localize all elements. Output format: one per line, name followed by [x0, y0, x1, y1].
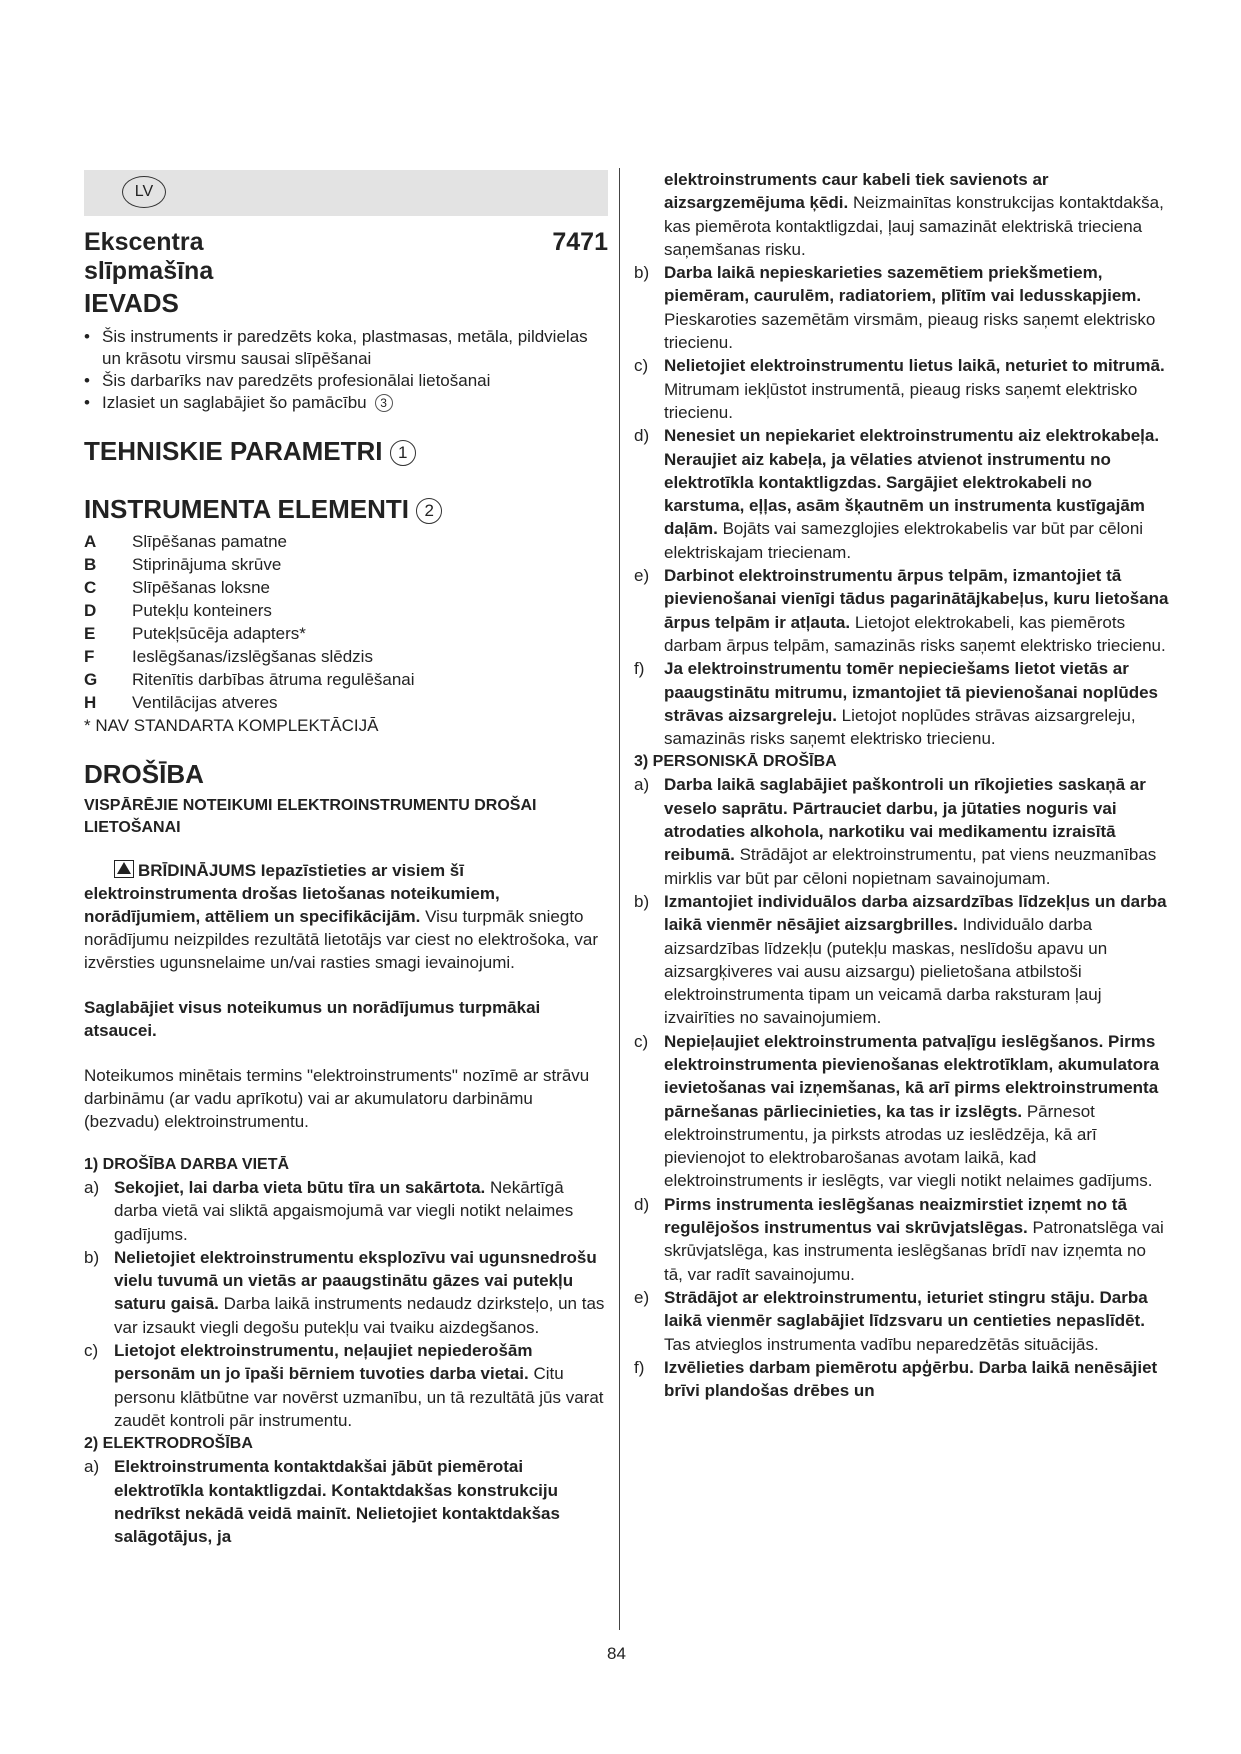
safety-subheading: VISPĀRĒJIE NOTEIKUMI ELEKTROINSTRUMENTU DROŠAI LIETOŠANAI	[84, 797, 537, 836]
part-key: A	[84, 532, 97, 551]
rule-label: d)	[634, 1194, 650, 1214]
rule-item	[634, 773, 1169, 889]
product-title-line2: slīpmašīna	[84, 257, 214, 285]
rule-text: Bojāts vai samezglojies elektrokabelis var būt par cēloni elektriskajam triecienam.	[664, 519, 1144, 562]
elements-heading	[84, 494, 608, 524]
term-definition: Noteikumos minētais termins "elektroinstruments" nozīmē ar strāvu darbināmu (ar vadu aprīkotu) vai ar akumulatoru darbināmu (bezvadu) elektroinstrumentu.	[84, 1066, 590, 1131]
parts-note: * NAV STANDARTA KOMPLEKTĀCIJĀ	[84, 716, 379, 735]
rule-text: Pieskaroties sazemētām virsmām, pieaug risks saņemt elektrisko triecienu.	[664, 309, 1156, 353]
part-row	[84, 668, 415, 691]
rule-text: Strādājot ar elektroinstrumentu, pat viens neuzmanības mirklis var būt par cēloni nopietnam savainojumam.	[664, 845, 1157, 888]
part-name: Slīpēšanas loksne	[132, 578, 270, 597]
rule-item	[84, 1455, 608, 1548]
rule-bold: Nelietojiet elektroinstrumentu eksplozīvu vai ugunsnedrošu vielu tuvumā un vietās ar paaugstinātu gāzes vai putekļu saturu gaisā.	[114, 1247, 597, 1314]
rule-text: Neizmainītas konstrukcijas kontaktdakša, kas piemērota kontaktligzdai, ļauj samazināt elektriskā trieciena saņemšanas risku.	[664, 193, 1164, 259]
rule-bold: Izvēlieties darbam piemērotu apģērbu. Darba laikā nenēsājiet brīvi plandošas drēbes un	[664, 1357, 1158, 1401]
part-key: E	[84, 624, 96, 643]
part-row	[84, 691, 415, 714]
rule-label: a)	[634, 775, 650, 795]
rule-text: Pārnesot elektroinstrumentu, ja pirksts atrodas uz ieslēdzēja, kā arī pievienojot to elektrobarošanas avotam laikā, kad elektroinstruments ir ieslēgts, var viegli notikt nelaimes gadījums.	[664, 1101, 1153, 1191]
right-column	[634, 168, 1169, 1402]
column-divider	[619, 168, 620, 1630]
part-key: C	[84, 578, 97, 597]
rule-item	[84, 1339, 608, 1432]
rule-label: e)	[634, 566, 650, 586]
rule-label: e)	[634, 1287, 650, 1307]
rule-bold: Elektroinstrumenta kontaktdakšai jābūt piemērotai elektrotīkla kontaktligzdai. Kontaktdakšas konstrukciju nedrīkst nekādā veidā mainīt. Nelietojiet kontaktdakšas salāgotājus, ja	[114, 1457, 560, 1547]
rule-text: Darba laikā instruments nedaudz dzirksteļo, un tas var izsaukt viegli degošu putekļu vai tvaiku aizdegšanos.	[114, 1294, 605, 1337]
rule-label: c)	[634, 1031, 649, 1051]
rule-bold: Ja elektroinstrumentu tomēr nepieciešams lietot vietās ar paaugstinātu mitrumu, izmantojiet tā pievienošanai noplūdes strāvas aizsargreleju.	[664, 659, 1159, 725]
part-row	[84, 530, 415, 553]
rule-bold: Nelietojiet elektroinstrumentu lietus laikā, neturiet to mitrumā.	[664, 356, 1165, 376]
rule-label: a)	[84, 1457, 100, 1477]
intro-list	[84, 326, 608, 414]
rule-text: Individuālo darba aizsardzības līdzekļu (putekļu maskas, neslīdošu apavu un aizsargķiveres vai ausu aizsargu) pielietošana atbilstoši elektroinstrumenta tipam un veicamā darba raksturam ļauj izvairīties no savainojumiem.	[664, 915, 1108, 1028]
rule-item	[634, 1286, 1169, 1356]
rule-label: d)	[634, 426, 650, 446]
rule-text: Nekārtīgā darba vietā vai sliktā apgaismojumā var viegli notikt nelaimes gadījums.	[114, 1178, 574, 1244]
part-row	[84, 599, 415, 622]
rule-item	[634, 564, 1169, 657]
part-name: Ventilācijas atveres	[132, 693, 278, 712]
rule-bold: Nepieļaujiet elektroinstrumenta patvaļīgu ieslēgšanos. Pirms elektroinstrumenta pievienošanas elektrotīklam, akumulatora ievietošanas vai izņemšanas, kā arī pirms elektroinstrumenta pārnešanas pārliecinieties, ka tas ir izslēgts.	[664, 1031, 1160, 1121]
title-row	[84, 228, 608, 286]
part-key: G	[84, 670, 98, 689]
warning-bold: BRĪDINĀJUMS Iepazīstieties ar visiem šī elektroinstrumenta drošas lietošanas noteikumiem, norādījumiem, attēliem un specifikācijām.	[84, 861, 500, 926]
intro-heading: IEVADS	[84, 288, 179, 318]
language-badge: LV	[122, 176, 166, 208]
part-name: Putekļsūcēja adapters*	[132, 624, 306, 643]
rule-bold: Darbinot elektroinstrumentu ārpus telpām, izmantojiet tā pievienošanai vienīgi tādus pagarinātājkabeļus, kuru lietošana ārpus telpām ir atļauta.	[664, 566, 1169, 632]
part-name: Ritenītis darbības ātruma regulēšanai	[132, 670, 415, 689]
figure-ref-2: 2	[416, 498, 442, 524]
part-key: H	[84, 693, 97, 712]
warning-text: Visu turpmāk sniegto norādījumu neizpildes rezultātā lietotājs var ciest no elektrošoka, var izvērsties ugunsnelaime un/vai rasties smagi ievainojumi.	[84, 907, 599, 972]
rule-label: b)	[634, 263, 650, 283]
rule-label: b)	[634, 891, 650, 911]
rule-item	[634, 1356, 1169, 1403]
safety-heading: DROŠĪBA	[84, 759, 204, 789]
section-3-title: 3) PERSONISKĀ DROŠĪBA	[634, 753, 837, 771]
model-number: 7471	[552, 228, 608, 256]
part-key: D	[84, 601, 97, 620]
warning-icon	[114, 860, 134, 878]
part-name: Putekļu konteiners	[132, 601, 272, 620]
elements-heading-text: INSTRUMENTA ELEMENTI	[84, 494, 409, 524]
rule-label: b)	[84, 1247, 100, 1267]
product-title-line1: Ekscentra	[84, 228, 204, 256]
figure-ref-1: 1	[390, 440, 416, 466]
rule-item	[634, 354, 1169, 424]
rule-text: Mitrumam iekļūstot instrumentā, pieaug risks saņemt elektrisko triecienu.	[664, 379, 1138, 422]
intro-bullet	[84, 392, 608, 414]
rule-bold: Pirms instrumenta ieslēgšanas neaizmirstiet izņemt no tā regulējošos instrumentus vai skrūvjatslēgas.	[664, 1194, 1127, 1238]
page-number: 84	[607, 1644, 626, 1663]
rule-item	[634, 890, 1169, 1030]
rule-bold: Lietojot elektroinstrumentu, neļaujiet nepiederošām personām un jo īpaši bērniem tuvoties darba vietai.	[114, 1341, 533, 1384]
rule-item	[634, 1193, 1169, 1286]
language-bar	[84, 170, 608, 216]
product-title	[84, 228, 608, 286]
rule-label: a)	[84, 1178, 100, 1197]
figure-ref-3: 3	[375, 394, 393, 412]
part-row	[84, 645, 415, 668]
rule-text: Patronatslēga vai skrūvjatslēga, kas instrumenta ieslēgšanas brīdī nav izņemta no tā, var radīt savainojumu.	[664, 1218, 1164, 1284]
part-row	[84, 622, 415, 645]
params-heading-text: TEHNISKIE PARAMETRI	[84, 436, 383, 466]
rule-text: Citu personu klātbūtne var novērst uzmanību, un tā rezultātā jūs varat zaudēt kontroli pār instrumentu.	[114, 1364, 604, 1430]
rule-bold: Darba laikā saglabājiet paškontroli un rīkojieties saskaņā ar veselo saprātu. Pārtrauciet darbu, ja jūtaties noguris vai atrodaties alkohola, narkotiku vai medikamentu izraisītā reibumā.	[664, 775, 1146, 865]
part-row	[84, 553, 415, 576]
intro-bullet-text: Izlasiet un saglabājiet šo pamācību	[102, 393, 367, 412]
rule-item	[634, 1030, 1169, 1193]
rule-text: Lietojot elektrokabeli, kas piemērots darbam ārpus telpām, samazinās risks saņemt elektrisko triecienu.	[664, 612, 1166, 655]
part-name: Stiprinājuma skrūve	[132, 555, 282, 574]
rule-bold: Darba laikā nepieskarieties sazemētiem priekšmetiem, piemēram, caurulēm, radiatoriem, plītīm vai ledusskapjiem.	[664, 263, 1142, 306]
left-column	[84, 170, 608, 1548]
part-key: B	[84, 555, 97, 574]
rule-text: Lietojot noplūdes strāvas aizsargreleju, samazinās risks saņemt elektrisko triecienu.	[664, 705, 1136, 749]
rule-bold: Izmantojiet individuālos darba aizsardzības līdzekļus un darba laikā vienmēr nēsājiet aizsargbrilles.	[664, 891, 1167, 935]
rule-label: c)	[84, 1341, 99, 1361]
keep-instructions: Saglabājiet visus noteikumus un norādījumus turpmākai atsaucei.	[84, 998, 541, 1040]
params-heading	[84, 436, 608, 466]
section-2-title: 2) ELEKTRODROŠĪBA	[84, 1435, 253, 1453]
part-row	[84, 576, 415, 599]
rule-item	[634, 424, 1169, 564]
rule-item	[84, 1176, 608, 1246]
rule-bold: Nenesiet un nepiekariet elektroinstrumentu aiz elektrokabeļa. Neraujiet aiz kabeļa, ja vēlaties atvienot instrumentu no elektrotīkla kontaktligzdas. Sargājiet elektrokabeli no karstuma, eļļas, asām šķautnēm un instrumenta kustīgajām daļām.	[664, 426, 1160, 539]
rule-item	[634, 657, 1169, 750]
part-name: Slīpēšanas pamatne	[132, 532, 287, 551]
part-name: Ieslēgšanas/izslēgšanas slēdzis	[132, 647, 373, 666]
rule-bold: elektroinstruments caur kabeli tiek savienots ar aizsargzemējuma ķēdi.	[664, 170, 1049, 213]
warning-paragraph	[84, 859, 608, 974]
rule-bold: Sekojiet, lai darba vieta būtu tīra un sakārtota.	[114, 1178, 486, 1197]
parts-list	[84, 530, 415, 714]
intro-bullet: • Šis darbarīks nav paredzēts profesionālai lietošanai	[84, 370, 608, 392]
rule-label: c)	[634, 356, 649, 376]
part-key: F	[84, 647, 95, 666]
rule-bold: Strādājot ar elektroinstrumentu, ieturiet stingru stāju. Darba laikā vienmēr saglabājiet līdzsvaru un centieties nepaslīdēt.	[664, 1287, 1148, 1331]
rule-item	[634, 261, 1169, 354]
rule-item	[84, 1246, 608, 1339]
rule-label: f)	[634, 1357, 645, 1377]
rule-text: Tas atvieglos instrumenta vadību neparedzētās situācijās.	[664, 1334, 1099, 1354]
section-1-title: 1) DROŠĪBA DARBA VIETĀ	[84, 1156, 290, 1173]
rule-label: f)	[634, 659, 645, 679]
rule-item-continued	[634, 168, 1169, 261]
intro-bullet: • Šis instruments ir paredzēts koka, plastmasas, metāla, pildvielas un krāsotu virsmu sausai slīpēšanai	[84, 326, 608, 370]
